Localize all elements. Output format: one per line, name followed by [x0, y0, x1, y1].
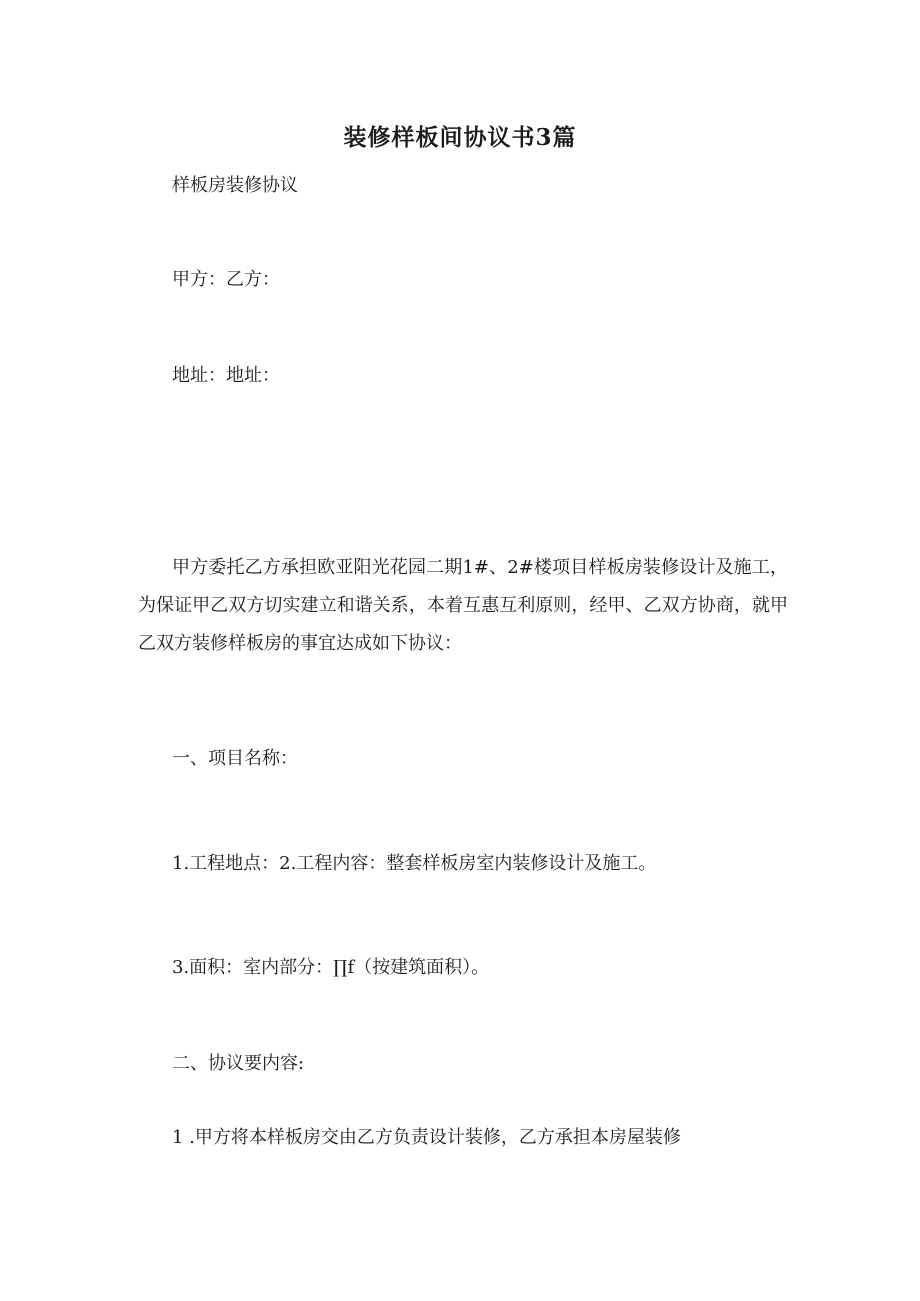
document-title: 装修样板间协议书3篇: [343, 124, 577, 151]
address-line: 地址：地址：: [172, 365, 280, 386]
section1-item3: 3.面积：室内部分：∏f（按建筑面积）。: [172, 957, 490, 978]
section2-item1: 1 .甲方将本样板房交由乙方负责设计装修，乙方承担本房屋装修: [172, 1127, 681, 1148]
section1-heading: 一、项目名称：: [172, 748, 298, 769]
intro-paragraph: 甲方委托乙方承担欧亚阳光花园二期1#、2#楼项目样板房装修设计及施工，为保证甲乙双方切实建立和谐关系，本着互惠互利原则，经甲、乙双方协商，就甲乙双方装修样板房的事宜达成如下协议：: [138, 557, 788, 654]
section2-heading: 二、协议要内容:: [172, 1053, 305, 1074]
document-subtitle: 样板房装修协议: [172, 175, 298, 196]
section1-item1: 1.工程地点：2.工程内容：整套样板房室内装修设计及施工。: [172, 853, 657, 874]
party-line: 甲方：乙方：: [172, 269, 280, 290]
